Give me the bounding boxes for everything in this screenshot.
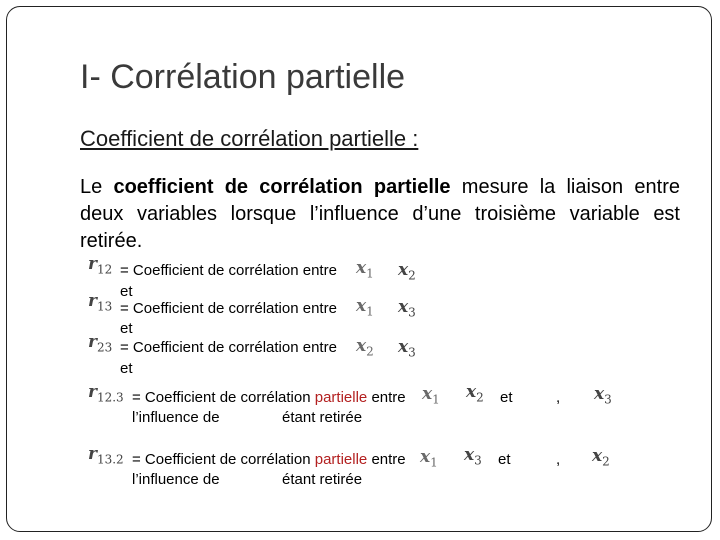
section-subtitle: Coefficient de corrélation partielle : [80, 126, 419, 151]
symbol-x2: $x_2$ [356, 336, 374, 359]
symbol-r13-2: $r_{13.2}$ [88, 444, 124, 467]
symbol-x1: $x_1$ [420, 447, 438, 470]
et-label: et [498, 451, 511, 468]
comma-separator: , [556, 389, 561, 406]
symbol-r12: $r_{12}$ [88, 254, 113, 277]
symbol-x3: $x_3$ [398, 337, 416, 360]
symbol-x2: $x_2$ [592, 446, 610, 469]
intro-paragraph [80, 174, 680, 255]
symbol-x2: $x_2$ [466, 382, 484, 405]
symbol-r23: $r_{23}$ [88, 332, 113, 355]
symbol-x2: $x_2$ [398, 260, 416, 283]
influence-label: l’influence de [132, 409, 220, 426]
definition-r13-2: = Coefficient de corrélation partielle entre [132, 451, 406, 468]
definition-r23: = Coefficient de corrélation entre [120, 339, 337, 356]
definition-r12-3: = Coefficient de corrélation partielle entre [132, 389, 406, 406]
et-label: et [120, 320, 133, 337]
symbol-r12-3: $r_{12.3}$ [88, 382, 124, 405]
symbol-x3: $x_3$ [464, 445, 482, 468]
symbol-x1: $x_1$ [356, 296, 374, 319]
definition-r13: = Coefficient de corrélation entre [120, 300, 337, 317]
comma-separator: , [556, 451, 561, 468]
symbol-x1: $x_1$ [356, 258, 374, 281]
et-label: et [500, 389, 513, 406]
intro-before: Le [80, 176, 114, 198]
influence-label: l’influence de [132, 471, 220, 488]
intro-after: mesure la liaison entre deux variables lorsque l’influence d’une troisième variable est retirée. [80, 176, 680, 252]
et-label: et [120, 283, 133, 300]
symbol-x3: $x_3$ [398, 297, 416, 320]
et-label: et [120, 360, 133, 377]
slide-title: I- Corrélation partielle [80, 58, 406, 96]
symbol-r13: $r_{13}$ [88, 291, 113, 314]
definition-r12: = Coefficient de corrélation entre [120, 262, 337, 279]
removed-label: étant retirée [282, 471, 363, 488]
intro-bold: coefficient de corrélation partielle [113, 176, 451, 198]
symbol-x3: $x_3$ [594, 384, 612, 407]
removed-label: étant retirée [282, 409, 363, 426]
symbol-x1: $x_1$ [422, 384, 440, 407]
